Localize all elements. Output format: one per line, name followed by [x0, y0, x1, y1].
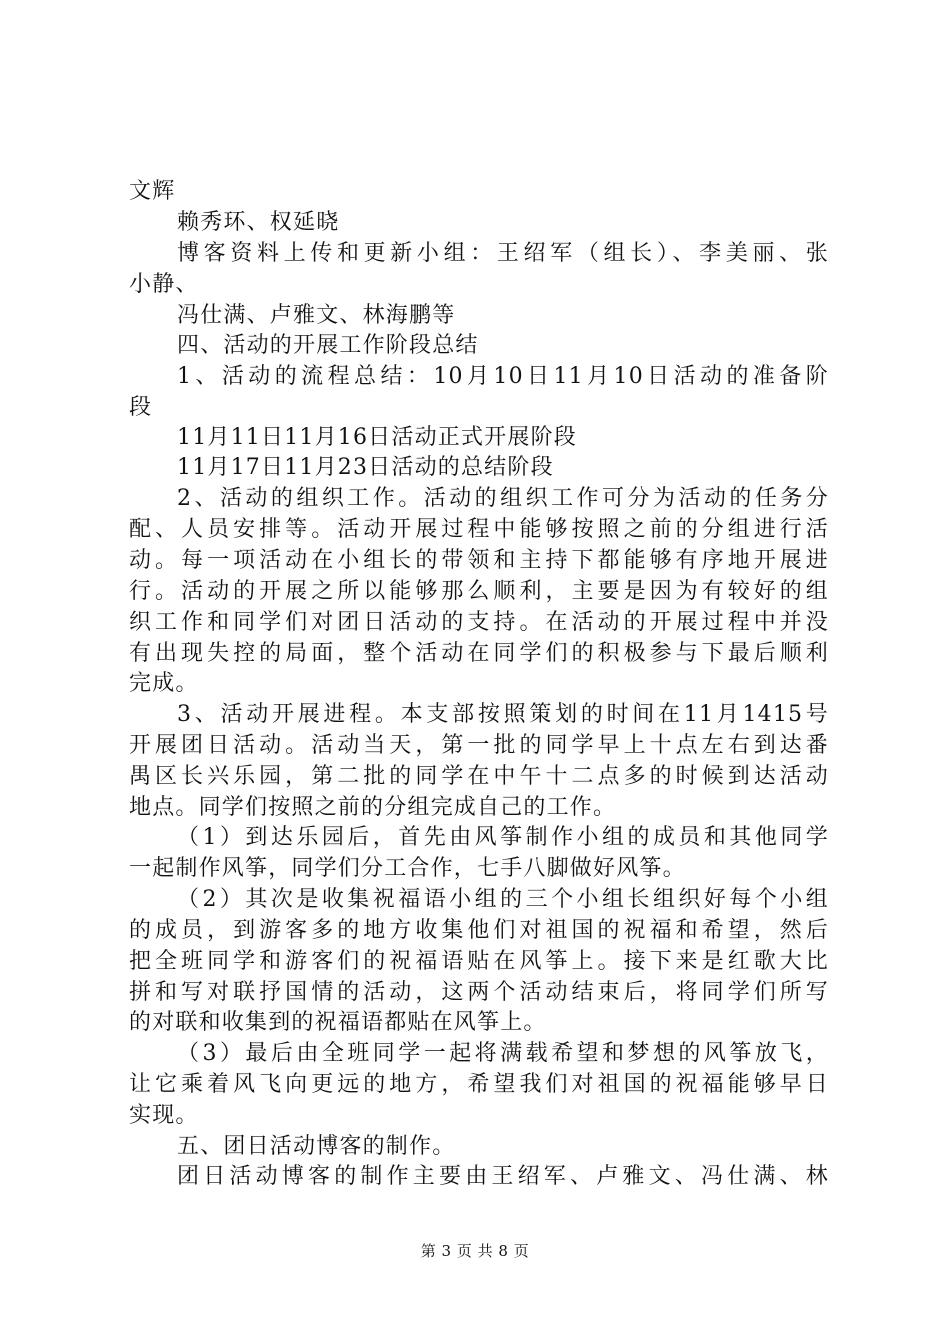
text-line: （1）到达乐园后，首先由风筝制作小组的成员和其他同学	[177, 825, 829, 850]
text-line: 1、活动的流程总结：10月10日11月10日活动的准备阶	[177, 364, 829, 389]
page-footer: 第 3 页 共 8 页	[420, 1242, 530, 1260]
text-line: 团日活动博客的制作主要由王绍军、卢雅文、冯仕满、林	[177, 1164, 829, 1189]
text-line: （2）其次是收集祝福语小组的三个小组长组织好每个小组	[177, 887, 829, 912]
text-line: 有出现失控的局面，整个活动在同学们的积极参与下最后顺利	[129, 641, 829, 666]
text-line: 织工作和同学们对团日活动的支持。在活动的开展过程中并没	[129, 610, 829, 635]
text-line: 地点。同学们按照之前的分组完成自己的工作。	[129, 795, 617, 820]
text-line: 动。每一项活动在小组长的带领和主持下都能够有序地开展进	[129, 548, 829, 573]
text-line: 开展团日活动。活动当天，第一批的同学早上十点左右到达番	[129, 733, 829, 758]
section-heading: 四、活动的开展工作阶段总结	[177, 333, 479, 358]
text-line: 文辉	[129, 179, 176, 204]
section-heading: 五、团日活动博客的制作。	[177, 1134, 456, 1159]
text-line: 博客资料上传和更新小组：王绍军（组长）、李美丽、张	[177, 241, 829, 266]
text-line: 让它乘着风飞向更远的地方，希望我们对祖国的祝福能够早日	[129, 1072, 829, 1097]
text-line: 小静、	[129, 272, 199, 297]
text-line: 2、活动的组织工作。活动的组织工作可分为活动的任务分	[177, 486, 829, 511]
text-line: 赖秀环、权延晓	[177, 210, 340, 235]
text-line: 3、活动开展进程。本支部按照策划的时间在11月1415号	[177, 702, 829, 727]
text-line: 把全班同学和游客们的祝福语贴在风筝上。接下来是红歌大比	[129, 949, 829, 974]
text-line: 的对联和收集到的祝福语都贴在风筝上。	[129, 1010, 547, 1035]
text-line: 配、人员安排等。活动开展过程中能够按照之前的分组进行活	[129, 517, 829, 542]
text-line: （3）最后由全班同学一起将满载希望和梦想的风筝放飞，	[177, 1041, 829, 1066]
text-line: 一起制作风筝，同学们分工合作，七手八脚做好风筝。	[129, 856, 686, 881]
text-line: 冯仕满、卢雅文、林海鹏等	[177, 303, 456, 328]
text-line: 的成员，到游客多的地方收集他们对祖国的祝福和希望，然后	[129, 918, 829, 943]
text-line: 段	[129, 395, 153, 420]
text-line: 行。活动的开展之所以能够那么顺利，主要是因为有较好的组	[129, 579, 829, 604]
text-line: 禺区长兴乐园，第二批的同学在中午十二点多的时候到达活动	[129, 764, 829, 789]
text-line: 11月17日11月23日活动的总结阶段	[177, 455, 554, 480]
text-line: 完成。	[129, 671, 199, 696]
text-line: 11月11日11月16日活动正式开展阶段	[177, 425, 577, 450]
text-line: 实现。	[129, 1103, 199, 1128]
text-line: 拼和写对联抒国情的活动，这两个活动结束后，将同学们所写	[129, 980, 829, 1005]
